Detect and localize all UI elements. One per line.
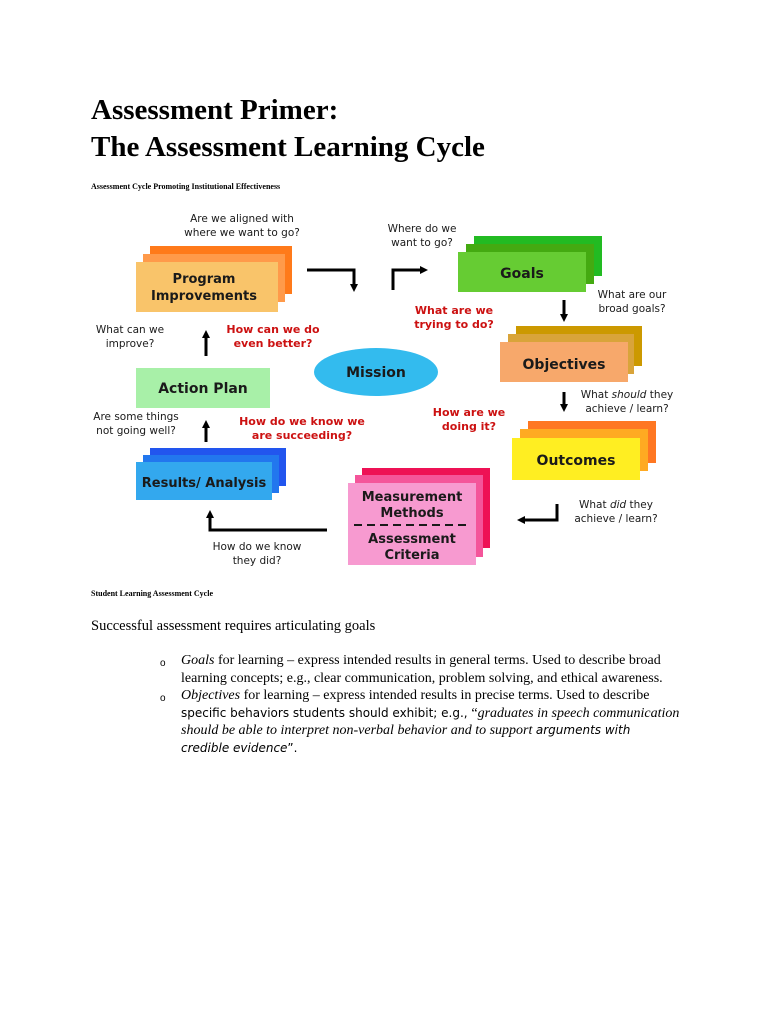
question-doing-2: doing it?	[441, 420, 497, 433]
diagram-caption: Assessment Cycle Promoting Institutional Effectiveness	[91, 182, 281, 191]
student-cycle-caption: Student Learning Assessment Cycle	[91, 589, 214, 598]
action-plan-box	[136, 368, 270, 408]
question-succeeding-1: How do we know we	[239, 415, 365, 428]
arrow-outcomes-measurement	[521, 504, 557, 520]
goals-description: for learning – express intended results in general terms. Used to describe broad learning concepts; e.g., clear communication, problem solving, and ethical awareness.	[181, 653, 663, 686]
arrow-program-down	[307, 270, 354, 288]
intro-text: Successful assessment requires articulating goals	[91, 618, 376, 634]
measurement-label-1: Measurement	[361, 490, 463, 505]
question-better-2: even better?	[233, 337, 313, 350]
question-broad-1: What are our	[597, 289, 667, 301]
question-trying-1: What are we	[414, 304, 494, 317]
outcomes-box	[512, 421, 656, 480]
mission-ellipse	[314, 348, 438, 396]
question-know-1: How do we know	[212, 541, 302, 553]
goals-box	[458, 236, 602, 292]
question-aligned-2: where we want to go?	[184, 227, 300, 239]
question-succeeding-2: are succeeding?	[251, 429, 353, 442]
program-label-2: Improvements	[151, 289, 257, 304]
objectives-label: Objectives	[522, 357, 606, 373]
question-trying-2: trying to do?	[414, 318, 494, 331]
arrow-measurement-results	[210, 514, 327, 530]
criteria-label-1: Assessment	[368, 532, 456, 547]
question-not-going-2: not going well?	[96, 425, 176, 437]
question-know-2: they did?	[232, 555, 282, 567]
question-improve-1: What can we	[95, 324, 165, 336]
question-where-1: Where do we	[387, 223, 457, 235]
measurement-label-2: Methods	[380, 506, 444, 521]
bullet-marker: o	[160, 693, 166, 704]
quote-open: “	[471, 705, 478, 721]
results-label: Results/ Analysis	[141, 476, 267, 491]
results-analysis-box	[136, 448, 286, 500]
outcomes-label: Outcomes	[536, 453, 616, 469]
quote-close: ”.	[287, 740, 298, 755]
list-item	[160, 652, 680, 687]
question-where-2: want to go?	[391, 237, 453, 249]
mission-label: Mission	[346, 365, 406, 381]
example-quote-alt: arguments with credible evidence	[181, 723, 631, 755]
question-not-going-1: Are some things	[93, 411, 179, 423]
list-item	[160, 687, 680, 757]
objectives-description-alt: specific behaviors students should exhibit; e.g.,	[181, 705, 472, 720]
objectives-term: Objectives	[181, 688, 241, 703]
bullet-marker: o	[160, 658, 166, 669]
program-label-1: Program	[172, 272, 236, 287]
title-line-1: Assessment Primer:	[91, 94, 339, 126]
goals-term: Goals	[181, 653, 215, 668]
objectives-description: for learning – express intended results in precise terms. Used to describe	[240, 688, 650, 703]
objectives-box	[500, 326, 642, 382]
example-quote: graduates in speech communication should be able to interpret non-verbal behavior and to support	[181, 705, 680, 738]
question-did-2: achieve / learn?	[574, 513, 658, 525]
title-line-2: The Assessment Learning Cycle	[91, 131, 485, 163]
arrow-to-goals	[393, 270, 424, 290]
measurement-box	[348, 468, 490, 565]
bullet-list	[160, 652, 680, 757]
question-improve-2: improve?	[105, 338, 155, 350]
question-better-1: How can we do	[226, 323, 320, 336]
criteria-label-2: Criteria	[384, 548, 440, 563]
question-aligned-1: Are we aligned with	[190, 213, 294, 225]
question-broad-2: broad goals?	[598, 303, 666, 315]
question-should-1: What should they	[580, 389, 674, 401]
question-should-2: achieve / learn?	[585, 403, 669, 415]
question-doing-1: How are we	[432, 406, 506, 419]
program-improvements-box	[136, 246, 292, 312]
question-did-1: What did they	[579, 499, 653, 511]
action-plan-label: Action Plan	[158, 381, 248, 397]
goals-label: Goals	[500, 266, 544, 282]
